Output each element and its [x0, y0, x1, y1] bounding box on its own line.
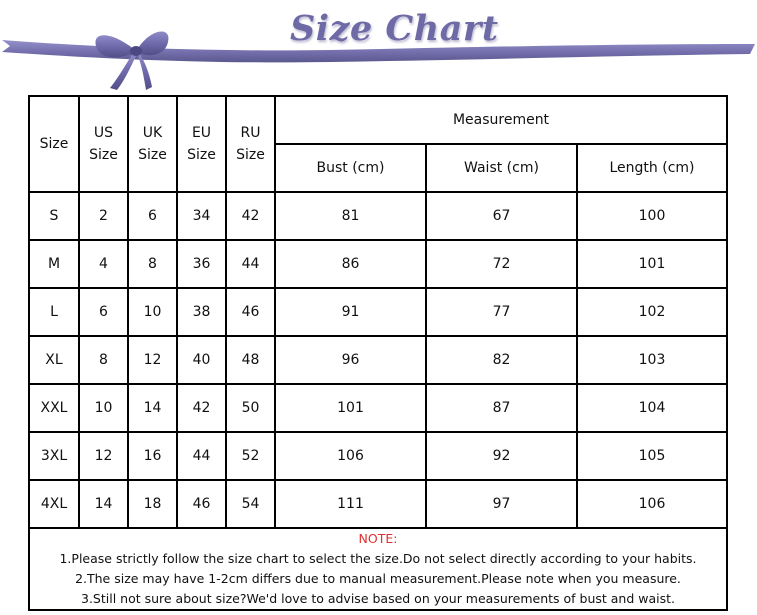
header-eu-label: EU: [191, 124, 212, 141]
cell-length: 102: [577, 288, 727, 336]
cell-us: 4: [79, 240, 128, 288]
cell-uk: 18: [128, 480, 177, 528]
table-row: [29, 288, 727, 336]
cell-length: 101: [577, 240, 727, 288]
cell-waist: 82: [426, 336, 577, 384]
cell-uk: 6: [128, 192, 177, 240]
header-row-top: [29, 96, 727, 144]
cell-uk: 14: [128, 384, 177, 432]
cell-uk: 10: [128, 288, 177, 336]
cell-size: S: [29, 192, 79, 240]
header-eu-size: [177, 96, 226, 192]
cell-bust: 91: [275, 288, 426, 336]
cell-bust: 81: [275, 192, 426, 240]
note-label: NOTE:: [358, 531, 398, 546]
cell-uk: 16: [128, 432, 177, 480]
header-measurement: Measurement: [275, 96, 727, 144]
header-waist: Waist (cm): [426, 144, 577, 192]
table-row: [29, 432, 727, 480]
cell-us: 14: [79, 480, 128, 528]
cell-size: L: [29, 288, 79, 336]
header-ru-sub: Size: [236, 147, 265, 163]
cell-ru: 48: [226, 336, 275, 384]
header-size: Size: [29, 96, 79, 192]
table-row: [29, 240, 727, 288]
cell-eu: 42: [177, 384, 226, 432]
header-us-sub: Size: [89, 147, 118, 163]
note-cell: [29, 528, 727, 610]
header-ru-label: RU: [240, 124, 261, 141]
cell-eu: 46: [177, 480, 226, 528]
cell-waist: 72: [426, 240, 577, 288]
cell-size: XXL: [29, 384, 79, 432]
cell-bust: 86: [275, 240, 426, 288]
cell-waist: 97: [426, 480, 577, 528]
cell-eu: 34: [177, 192, 226, 240]
cell-us: 8: [79, 336, 128, 384]
header-uk-size: [128, 96, 177, 192]
cell-bust: 101: [275, 384, 426, 432]
note-line-1: 1.Please strictly follow the size chart to select the size.Do not select directly according to your habits.: [59, 551, 697, 566]
cell-bust: 106: [275, 432, 426, 480]
cell-ru: 52: [226, 432, 275, 480]
cell-bust: 96: [275, 336, 426, 384]
header-eu-sub: Size: [187, 147, 216, 163]
cell-us: 2: [79, 192, 128, 240]
cell-length: 106: [577, 480, 727, 528]
header-us-size: [79, 96, 128, 192]
cell-ru: 42: [226, 192, 275, 240]
note-row: [29, 528, 727, 610]
table-row: [29, 192, 727, 240]
cell-waist: 77: [426, 288, 577, 336]
cell-us: 6: [79, 288, 128, 336]
cell-size: 4XL: [29, 480, 79, 528]
cell-waist: 92: [426, 432, 577, 480]
page-title: Size Chart: [290, 8, 499, 49]
cell-waist: 67: [426, 192, 577, 240]
cell-ru: 46: [226, 288, 275, 336]
cell-ru: 54: [226, 480, 275, 528]
cell-eu: 36: [177, 240, 226, 288]
table-row: [29, 384, 727, 432]
header-ru-size: [226, 96, 275, 192]
cell-uk: 8: [128, 240, 177, 288]
cell-length: 103: [577, 336, 727, 384]
header-uk-label: UK: [142, 124, 163, 141]
cell-ru: 50: [226, 384, 275, 432]
cell-uk: 12: [128, 336, 177, 384]
cell-size: XL: [29, 336, 79, 384]
cell-length: 105: [577, 432, 727, 480]
note-line-2: 2.The size may have 1-2cm differs due to manual measurement.Please note when you measure.: [75, 571, 681, 586]
header-length: Length (cm): [577, 144, 727, 192]
cell-ru: 44: [226, 240, 275, 288]
cell-eu: 44: [177, 432, 226, 480]
cell-size: M: [29, 240, 79, 288]
header-us-label: US: [93, 124, 114, 141]
header-bust: Bust (cm): [275, 144, 426, 192]
cell-waist: 87: [426, 384, 577, 432]
cell-us: 10: [79, 384, 128, 432]
cell-eu: 38: [177, 288, 226, 336]
size-chart-table: [28, 95, 728, 611]
cell-size: 3XL: [29, 432, 79, 480]
table-row: [29, 480, 727, 528]
cell-eu: 40: [177, 336, 226, 384]
table-row: [29, 336, 727, 384]
cell-length: 100: [577, 192, 727, 240]
cell-length: 104: [577, 384, 727, 432]
cell-bust: 111: [275, 480, 426, 528]
note-line-3: 3.Still not sure about size?We'd love to advise based on your measurements of bust and waist.: [81, 591, 676, 606]
header-uk-sub: Size: [138, 147, 167, 163]
cell-us: 12: [79, 432, 128, 480]
